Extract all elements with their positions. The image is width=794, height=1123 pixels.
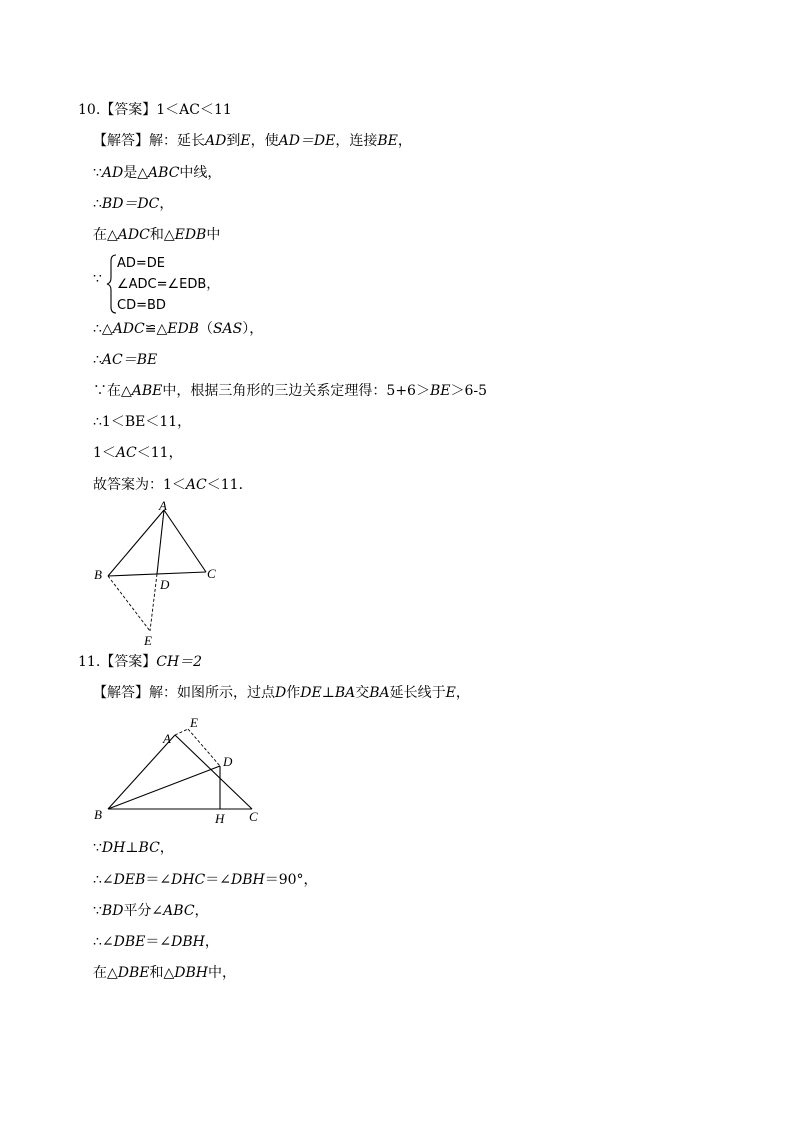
- q10-text: 故答案为：1＜: [93, 477, 186, 493]
- q10-text: SAS: [212, 321, 243, 337]
- q10-line-8: [93, 382, 487, 400]
- q10-text: ADC: [117, 227, 150, 243]
- q10-text: 是△: [123, 165, 149, 181]
- q10-line-4: [93, 226, 220, 244]
- label-a: A: [163, 731, 171, 746]
- q11-text: ＝90°，: [264, 872, 318, 888]
- q10-text: EDB: [174, 227, 207, 243]
- q11-line-1: [93, 839, 174, 857]
- q10-answer: 1＜AC＜11: [156, 102, 232, 118]
- q11-text: ⊥: [321, 685, 335, 701]
- q11-text: ∵: [93, 903, 102, 919]
- segment-ed-dashed: [188, 729, 220, 766]
- label-e: E: [190, 715, 198, 730]
- q11-text: 作: [286, 685, 301, 701]
- q10-text: 中: [206, 227, 221, 243]
- q11-number: 11.: [78, 654, 101, 670]
- q11-text: DBE: [117, 965, 150, 981]
- because-symbol: ∵: [93, 271, 102, 287]
- segment-ac: [175, 735, 252, 809]
- q11-text: BA: [369, 685, 390, 701]
- q10-text: EDB: [167, 321, 199, 337]
- q10-text: ∵在△: [93, 383, 132, 399]
- q10-answer-line: [78, 101, 232, 119]
- q10-text: AC: [185, 477, 207, 493]
- q11-text: 平分∠: [123, 903, 164, 919]
- q11-text: DBE: [113, 934, 146, 950]
- q10-brace-lines: [117, 253, 219, 316]
- q11-text: DHC: [171, 872, 206, 888]
- brace-line-1: AD=DE: [117, 256, 166, 271]
- q11-text: 解：如图所示，过点: [149, 685, 275, 701]
- q10-text: 中线，: [179, 165, 222, 181]
- segment-ae-dashed: [175, 729, 188, 735]
- segment-ab: [108, 510, 164, 576]
- q10-text: 和△: [149, 227, 175, 243]
- q11-text: ∴∠: [93, 934, 114, 950]
- q11-text: DBH: [171, 934, 205, 950]
- q10-line-6: [93, 320, 263, 338]
- brace-line-2: ∠ADC=∠EDB，: [117, 277, 220, 292]
- q10-text: ∵: [93, 165, 102, 181]
- q10-text: ∴1＜BE＜11，: [93, 414, 192, 430]
- q10-text: AD: [101, 165, 124, 181]
- q11-text: BA: [334, 685, 356, 701]
- q11-solution-intro: [93, 684, 470, 702]
- q11-text: ＝∠: [145, 934, 172, 950]
- q10-text: 在△: [93, 227, 118, 243]
- q11-line-4: [93, 933, 219, 951]
- q10-text: E: [240, 133, 251, 149]
- q10-solution-intro: [93, 132, 412, 150]
- q11-text: ∴∠: [93, 872, 114, 888]
- q10-answer-tag: 【答案】: [100, 102, 157, 118]
- q11-answer-tag: 【答案】: [100, 654, 157, 670]
- q11-text: DBH: [174, 965, 209, 981]
- q10-text: ，: [159, 196, 174, 212]
- label-d: D: [160, 577, 170, 592]
- q10-line-10: [93, 444, 183, 462]
- q11-triangle-figure: [85, 710, 270, 832]
- q10-text: 1＜: [93, 445, 116, 461]
- q11-text: ，: [455, 685, 470, 701]
- label-c: C: [249, 809, 258, 824]
- q10-text: ≌△: [144, 321, 168, 337]
- segment-ba: [108, 735, 175, 809]
- q11-line-5: [93, 964, 236, 982]
- segment-ad: [157, 510, 164, 574]
- q10-text: ∴△: [93, 321, 113, 337]
- q10-text: AC＝BE: [101, 352, 158, 368]
- q11-text: ，: [204, 934, 219, 950]
- q10-text: ＜11．: [206, 477, 253, 493]
- q11-answer-line: [78, 653, 202, 671]
- segment-ac: [164, 510, 206, 572]
- q11-solution-tag: 【解答】: [93, 685, 149, 701]
- q10-text: AD＝DE: [278, 133, 336, 149]
- label-e: E: [144, 633, 152, 648]
- q11-line-2: [93, 871, 318, 889]
- q11-text: 和△: [149, 965, 175, 981]
- q10-triangle-figure: [85, 497, 225, 649]
- q11-text: ＝∠: [145, 872, 172, 888]
- q11-text: BD: [101, 903, 124, 919]
- q10-text: 到: [226, 133, 241, 149]
- q11-text: E: [445, 685, 456, 701]
- q11-text: DEB: [113, 872, 146, 888]
- q10-text: （: [198, 321, 213, 337]
- q10-text: BE: [429, 383, 451, 399]
- q11-text: DH: [101, 840, 126, 856]
- q11-text: ABC: [163, 903, 195, 919]
- q11-text: ⊥: [125, 840, 139, 856]
- q10-line-2: [93, 164, 221, 182]
- q11-text: ∵: [93, 840, 102, 856]
- q10-line-9: [93, 413, 191, 431]
- q11-answer: CH＝2: [156, 654, 203, 670]
- q11-text: BC: [138, 840, 160, 856]
- q10-text: ∴: [93, 352, 102, 368]
- q10-text: 中，根据三角形的三边关系定理得：5+6＞: [162, 383, 430, 399]
- q11-line-3: [93, 902, 209, 920]
- q10-line-3: [93, 195, 173, 213]
- q11-text: ＝∠: [205, 872, 231, 888]
- q10-solution-tag: 【解答】: [93, 133, 149, 149]
- q11-text: D: [275, 685, 287, 701]
- q10-text: ＜11，: [136, 445, 183, 461]
- q10-number: 10.: [78, 102, 101, 118]
- q10-text: BE: [377, 133, 398, 149]
- q10-text: ，: [397, 133, 412, 149]
- label-c: C: [207, 566, 216, 581]
- q10-text: ，使: [250, 133, 279, 149]
- label-a: A: [159, 498, 167, 513]
- q11-text: 交: [355, 685, 370, 701]
- q11-text: ，: [194, 903, 209, 919]
- q11-text: DBH: [231, 872, 265, 888]
- label-b: B: [94, 807, 102, 822]
- q11-text: 中，: [208, 965, 237, 981]
- q10-text: AD: [205, 133, 227, 149]
- label-b: B: [94, 567, 102, 582]
- q10-text: ADC: [112, 321, 145, 337]
- q10-text: AC: [115, 445, 137, 461]
- q11-text: 在△: [93, 965, 118, 981]
- q10-text: ABC: [148, 165, 180, 181]
- q10-final-answer: [93, 476, 253, 494]
- q11-text: DE: [300, 685, 322, 701]
- q10-text: BD＝DC: [101, 196, 160, 212]
- label-h: H: [215, 811, 225, 826]
- q10-text: 解：延长: [149, 133, 205, 149]
- q10-line-7: [93, 351, 157, 369]
- q10-text: ＞6-5: [450, 383, 488, 399]
- brace-line-3: CD=BD: [117, 298, 166, 313]
- q11-text: ，: [159, 840, 174, 856]
- segment-de-dashed: [150, 574, 157, 631]
- segment-be-dashed: [108, 576, 150, 631]
- q10-brace-system: [93, 253, 293, 313]
- q10-text: ），: [242, 321, 264, 337]
- q10-text: ∴: [93, 196, 102, 212]
- segment-bd: [108, 766, 220, 809]
- q10-text: ABE: [131, 383, 163, 399]
- label-d: D: [223, 754, 233, 769]
- q10-text: ，连接: [335, 133, 378, 149]
- q11-text: 延长线于: [389, 685, 446, 701]
